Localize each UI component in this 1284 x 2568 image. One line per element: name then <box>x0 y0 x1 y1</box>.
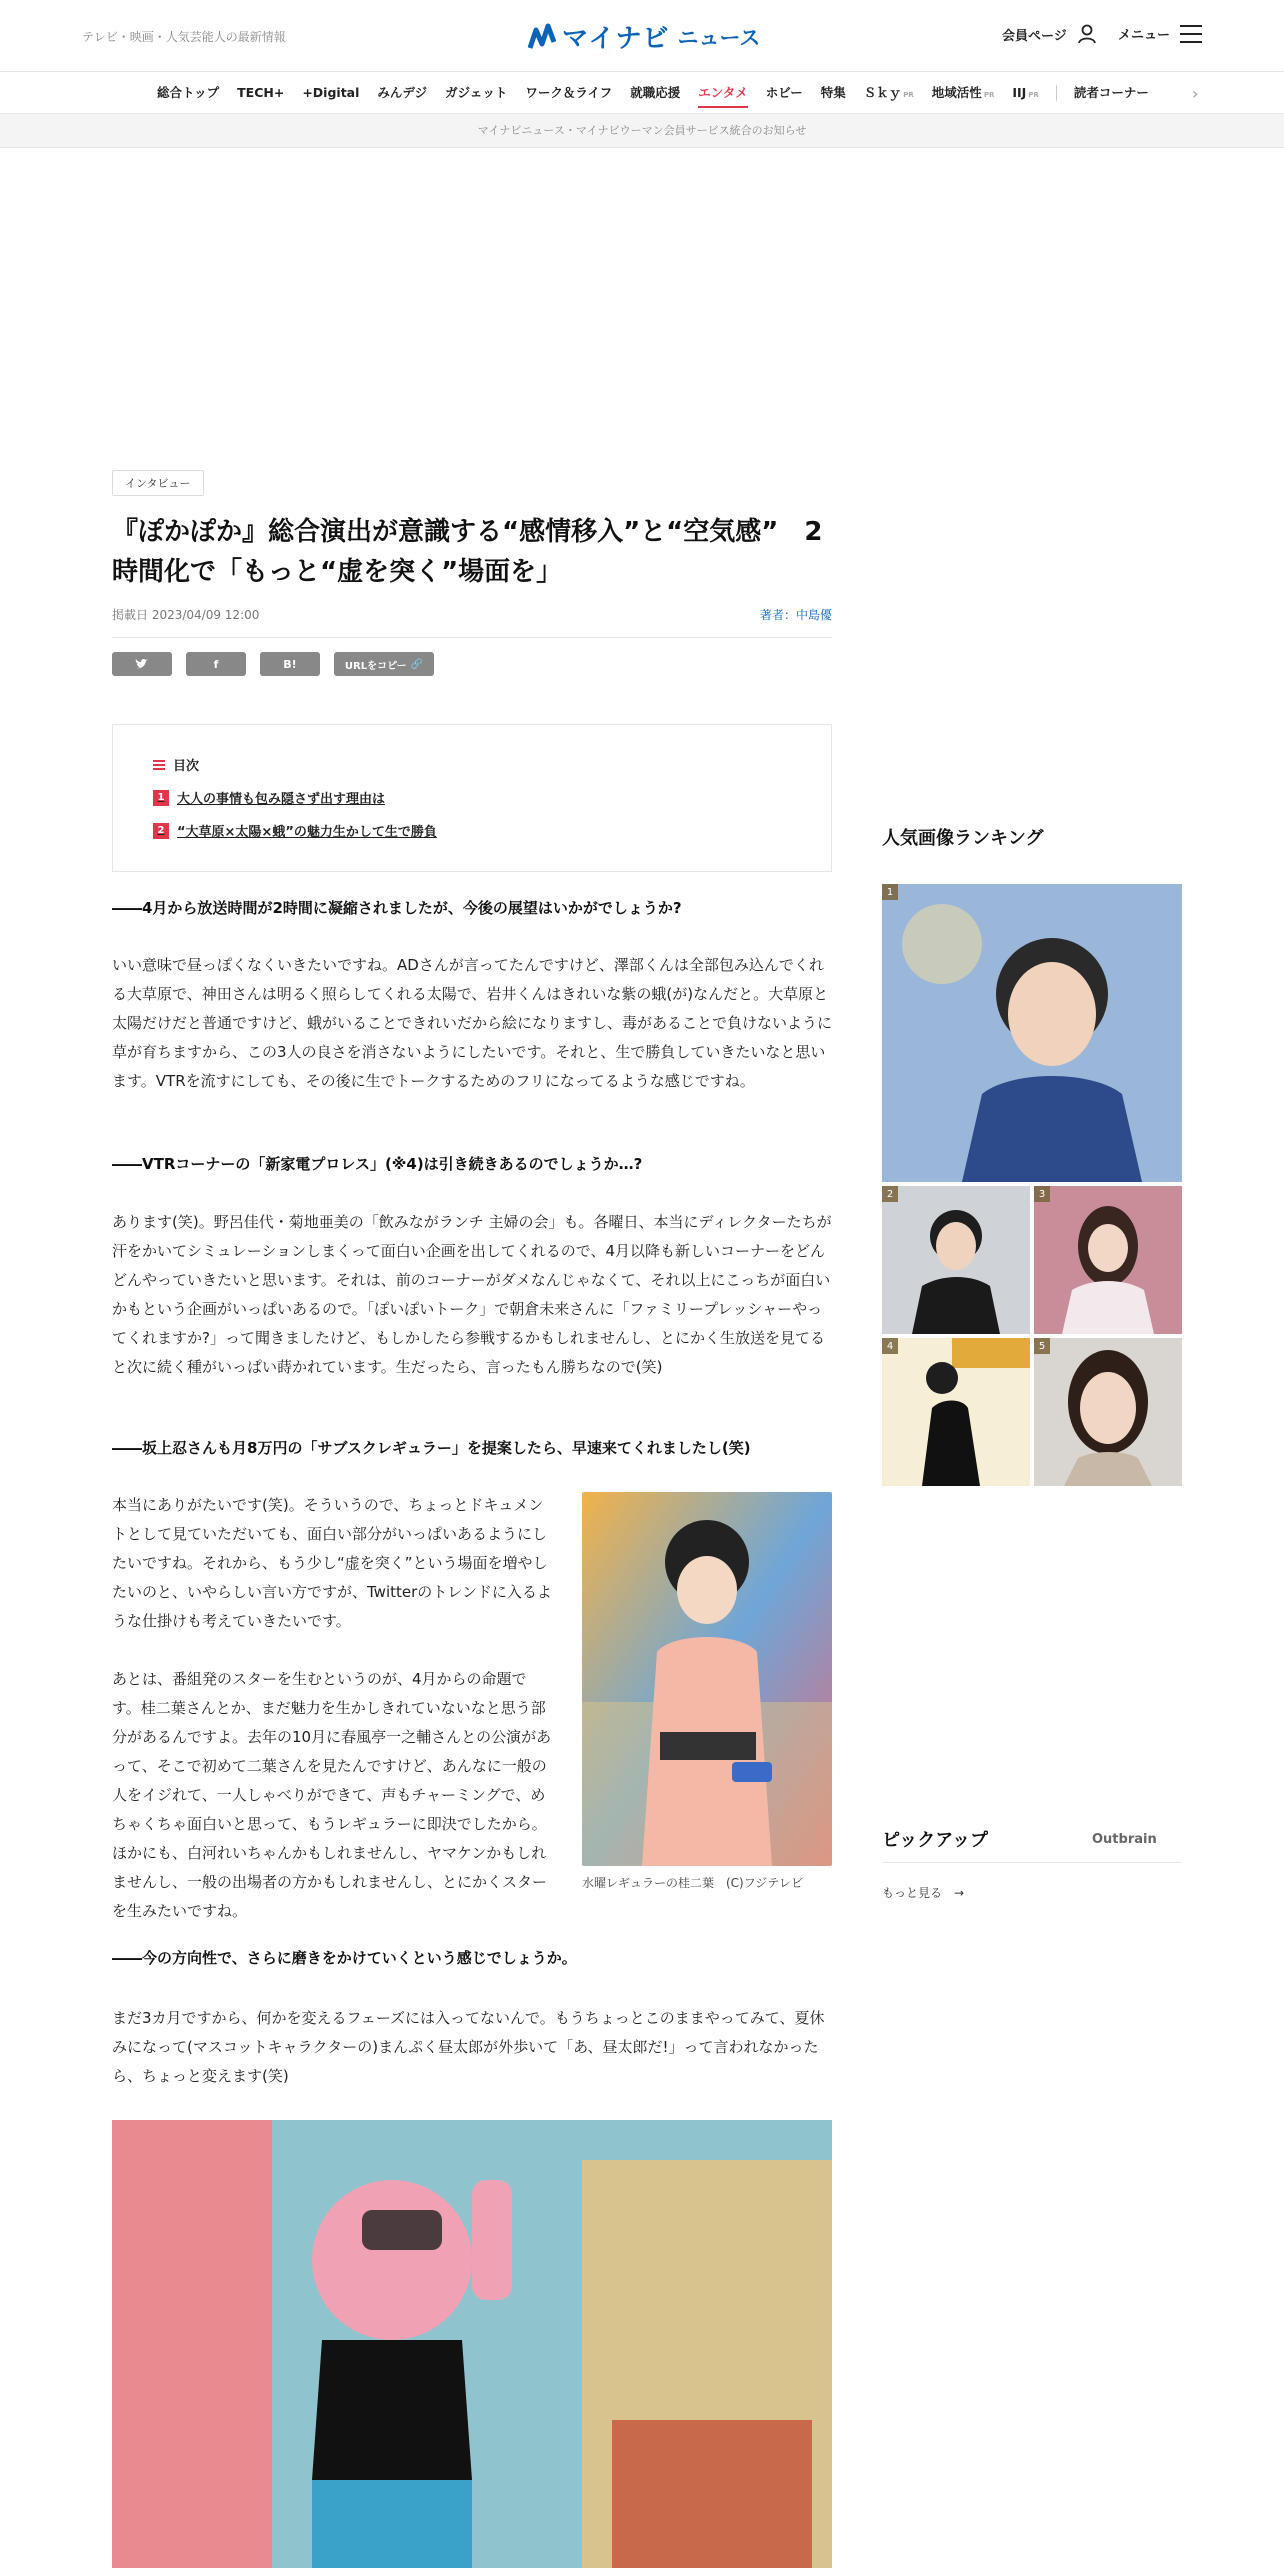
site-logo[interactable] <box>528 18 760 55</box>
mascot-photo[interactable] <box>112 2120 832 2568</box>
nav-item-label: エンタメ <box>698 85 748 100</box>
nav-item[interactable] <box>1003 72 1047 114</box>
nav-item-label: ガジェット <box>445 85 508 100</box>
nav-item[interactable] <box>228 72 293 114</box>
table-of-contents <box>112 724 832 872</box>
rank-number: 3 <box>1034 1186 1050 1202</box>
hatena-share-button[interactable]: B! <box>260 652 320 676</box>
question-heading: ――VTRコーナーの「新家電プロレス」(※4)は引き続きあるのでしょうか…? <box>112 1155 643 1173</box>
nav-item-reader-corner[interactable]: 読者コーナー <box>1073 85 1149 100</box>
toc-number: 2 <box>153 823 169 839</box>
pr-badge: PR <box>983 91 995 99</box>
nav-item[interactable] <box>923 72 1004 114</box>
pr-badge: PR <box>1028 91 1039 99</box>
answer-paragraph: まだ3カ月ですから、何かを変えるフェーズには入ってないんで。もうちょっとこのままやってみて、夏休みになって(マスコットキャラクターの)まんぷく昼太郎が外歩いて「あ、昼太郎だ!」って言われなかったら、ちょっと変えます(笑) <box>112 2009 825 2085</box>
nav-item[interactable] <box>757 72 812 114</box>
share-buttons <box>112 652 832 676</box>
nav-item-label: 地域活性 <box>931 85 982 100</box>
nav-item-label: 総合トップ <box>157 85 220 100</box>
nav-item[interactable] <box>368 72 436 114</box>
answer-paragraph: あります(笑)。野呂佳代・菊地亜美の「飲みながランチ 主婦の会」も。各曜日、本当にディレクターたちが汗をかいてシミュレーションしまくって面白い企画を出してくれるので、4月以降も新しいコーナーをどんどんやっていきたいと思います。それは、前のコーナーがダメなんじゃなくて、それ以上にこっちが面白いかもという企画がいっぱいあるので。「ぽいぽいトーク」で朝倉未来さんに「ファミリープレッシャーやってくれますか?」って聞きましたけど、もしかしたら参戦するかもしれませんし、とにかく生放送を見てると次に続く種がいっぱい蒔かれています。生だったら、言ったもん勝ちなので(笑) <box>112 1213 832 1376</box>
nav-item[interactable] <box>621 72 689 114</box>
member-page-label: 会員ページ <box>1002 28 1067 44</box>
answer-paragraph: いい意味で昼っぽくなくいきたいですね。ADさんが言ってたんですけど、澤部くんは全部包み込んでくれる大草原で、神田さんは明るく照らしてくれる太陽で、岩井くんはきれいな紫の蛾(が)なんだと。大草原と太陽だけだと普通ですけど、蛾がいることできれいだから絵になりますし、毒があることで負けないように草が育ちますから、この3人の良さを消さないようにしたいです。それと、生で勝負していきたいなと思います。VTRを流すにしても、その後に生でトークするためのフリになってるような感じですね。 <box>112 956 833 1090</box>
member-page-link[interactable] <box>1002 24 1097 44</box>
question-heading: ――坂上忍さんも月8万円の「サブスクレギュラー」を提案したら、早速来てくれましたし(笑) <box>112 1439 751 1457</box>
site-tagline: テレビ・映画・人気芸能人の最新情報 <box>82 30 286 44</box>
article-title: 『ぽかぽか』総合演出が意識する“感情移入”と“空気感” 2時間化で「もっと“虚を突く”場面を」 <box>112 517 823 587</box>
twitter-icon <box>135 658 149 670</box>
nav-item[interactable] <box>436 72 516 114</box>
nav-item-label: Ｓｋｙ <box>863 85 902 100</box>
nav-item[interactable] <box>855 72 923 114</box>
logo-main-text: マイナビ <box>562 24 670 54</box>
chevron-right-icon[interactable]: › <box>1192 84 1199 103</box>
toc-item[interactable] <box>153 788 791 807</box>
rank-number: 2 <box>882 1186 898 1202</box>
answer-paragraph: 本当にありがたいです(笑)。そういうので、ちょっとドキュメントとして見ていただいても、面白い部分がいっぱいあるようにしたいですね。それから、もう少し“虚を突く”という場面を増やしたいのと、いやらしい言い方ですが、Twitterのトレンドに入るような仕掛けも考えていきたいです。 <box>112 1496 552 1630</box>
nav-item-label: 特集 <box>820 85 846 100</box>
nav-item[interactable] <box>812 72 855 114</box>
answer-paragraph: あとは、番組発のスターを生むというのが、4月からの命題です。桂二葉さんとか、まだ魅力を生かしきれていないなと思う部分があるんですよ。去年の10月に春風亭一之輔さんとの公演があって、そこで初めて二葉さんを見たんですけど、あんなに一般の人をイジれて、一人しゃべりができて、声もチャーミングで、めちゃくちゃ面白いと思って、もうレギュラーに即決でしたから。ほかにも、白河れいちゃんかもしれませんし、ヤマケンかもしれませんし、一般の出場者の方かもしれませんし、とにかくスターを生みたいですね。 <box>112 1670 552 1920</box>
divider <box>882 1862 1182 1863</box>
question-heading: ――4月から放送時間が2時間に凝縮されましたが、今後の展望はいかがでしょうか? <box>112 899 682 917</box>
user-icon <box>1077 24 1097 44</box>
rank-number: 1 <box>882 884 898 900</box>
toc-number: 1 <box>153 790 169 806</box>
question-heading: ――今の方向性で、さらに磨きをかけていくという感じでしょうか。 <box>112 1949 577 1967</box>
logo-mark-icon <box>528 22 556 52</box>
category-tag[interactable]: インタビュー <box>112 470 204 496</box>
nav-item-label: みんデジ <box>377 85 428 100</box>
ranking-item[interactable] <box>882 884 1182 1182</box>
image-caption: 水曜レギュラーの桂二葉 (C)フジテレビ <box>582 1876 804 1890</box>
nav-item[interactable] <box>516 72 621 114</box>
nav-item[interactable] <box>148 72 228 114</box>
nav-items <box>148 72 1158 114</box>
menu-label: メニュー <box>1118 28 1171 43</box>
toc-item-label: “大草原×太陽×蛾”の魅力生かして生で勝負 <box>177 825 437 840</box>
kimono-performer-photo[interactable] <box>582 1492 832 1866</box>
ranking-item[interactable] <box>882 1186 1030 1334</box>
author-link[interactable]: 著者：中島優 <box>759 608 832 622</box>
logo-sub-text: ニュース <box>677 25 761 50</box>
toc-heading <box>153 755 791 774</box>
outbrain-badge[interactable]: Outbrain <box>1092 1832 1157 1847</box>
toc-item-label: 大人の事情も包み隠さず出す理由は <box>177 792 386 807</box>
nav-item[interactable] <box>689 72 757 114</box>
nav-item-label: IIJ <box>1012 85 1027 100</box>
menu-button[interactable] <box>1118 24 1202 43</box>
category-nav <box>0 72 1284 114</box>
twitter-share-button[interactable] <box>112 652 172 676</box>
toc-item[interactable] <box>153 821 791 840</box>
nav-separator <box>1056 85 1057 101</box>
list-icon <box>153 760 165 770</box>
ranking-item[interactable] <box>1034 1338 1182 1486</box>
pr-badge: PR <box>903 91 914 99</box>
ranking-title: 人気画像ランキング <box>882 828 1044 849</box>
more-link[interactable]: もっと見る → <box>882 1886 965 1900</box>
nav-item-label: TECH+ <box>237 85 285 100</box>
article-header <box>112 470 832 872</box>
rank-number: 4 <box>882 1338 898 1354</box>
pickup-title: ピックアップ <box>882 1830 989 1851</box>
nav-item-label: +Digital <box>302 85 360 100</box>
hamburger-icon <box>1180 25 1202 43</box>
link-icon: 🔗 <box>410 658 424 670</box>
nav-item-label: 就職応援 <box>630 85 681 100</box>
toc-heading-label: 目次 <box>173 759 200 774</box>
notice-bar[interactable]: マイナビニュース・マイナビウーマン会員サービス統合のお知らせ <box>0 114 1284 148</box>
rank-number: 5 <box>1034 1338 1050 1354</box>
publish-date: 掲載日 2023/04/09 12:00 <box>112 608 260 622</box>
site-header <box>0 0 1284 72</box>
nav-item[interactable] <box>293 72 368 114</box>
copy-url-label: URLをコピー <box>344 660 407 672</box>
ranking-item[interactable] <box>1034 1186 1182 1334</box>
facebook-share-button[interactable]: f <box>186 652 246 676</box>
article-meta <box>112 606 832 638</box>
copy-url-button[interactable] <box>334 652 434 676</box>
nav-item-label: ホビー <box>765 85 803 100</box>
nav-item-label: ワーク＆ライフ <box>525 85 613 100</box>
ranking-item[interactable] <box>882 1338 1030 1486</box>
